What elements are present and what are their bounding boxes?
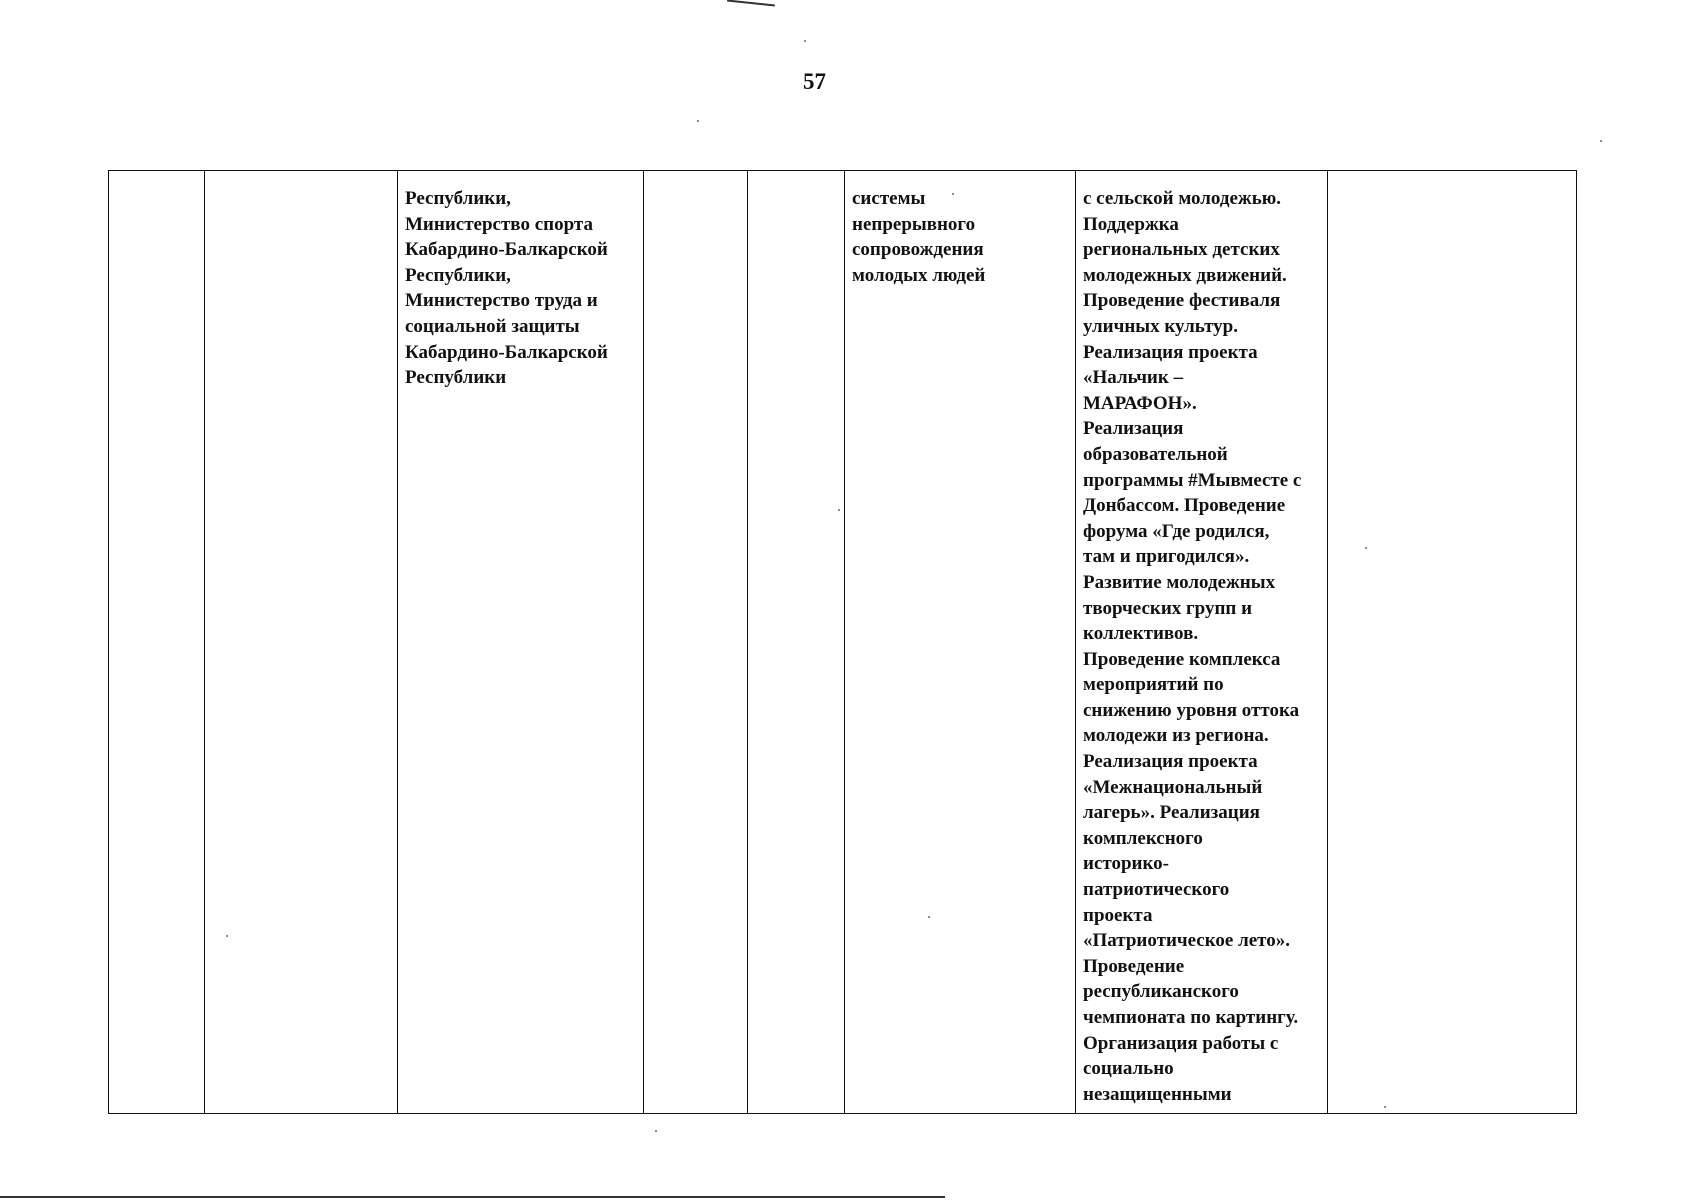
table-row — [109, 171, 1577, 1114]
cell-col-1 — [109, 171, 205, 1114]
scan-speck — [838, 509, 840, 511]
scan-speck — [928, 916, 930, 918]
cell-col-2 — [205, 171, 398, 1114]
page-number: 57 — [803, 69, 826, 94]
scan-artifact-mark — [727, 0, 775, 6]
scan-speck — [226, 935, 228, 937]
scan-speck — [697, 120, 699, 122]
cell-col-7-activities: с сельской молодежью. Поддержка региональных детских молодежных движений. Проведение фестиваля уличных культур. Реализация проекта «Нальчик – МАРАФОН». Реализация образовательной программы #Мывместе с Донбассом. Проведение форума «Где родился, там и пригодился». Развитие молодежных творческих групп и коллективов. Проведение комплекса мероприятий по снижению уровня оттока молодежи из региона. Реализация проекта «Межнациональный лагерь». Реализация комплексного историко- патриотического проекта «Патриотическое лето». Проведение республиканского чемпионата по картингу. Организация работы с социально незащищенными — [1076, 171, 1328, 1114]
cell-col-6-goal: системы непрерывного сопровождения молодых людей — [845, 171, 1076, 1114]
scan-speck — [1365, 547, 1367, 549]
continuation-table — [108, 170, 1577, 1114]
scan-speck — [1384, 1106, 1386, 1108]
cell-col-4 — [644, 171, 748, 1114]
scan-speck — [952, 193, 954, 195]
scan-speck — [1600, 140, 1602, 142]
scan-speck — [804, 40, 806, 42]
cell-col-3-executors: Республики, Министерство спорта Кабардино-Балкарской Республики, Министерство труда и социальной защиты Кабардино-Балкарской Республики — [398, 171, 644, 1114]
cell-col-5 — [748, 171, 845, 1114]
scan-speck — [655, 1130, 657, 1132]
scan-bottom-edge — [0, 1196, 945, 1198]
cell-col-8 — [1328, 171, 1577, 1114]
